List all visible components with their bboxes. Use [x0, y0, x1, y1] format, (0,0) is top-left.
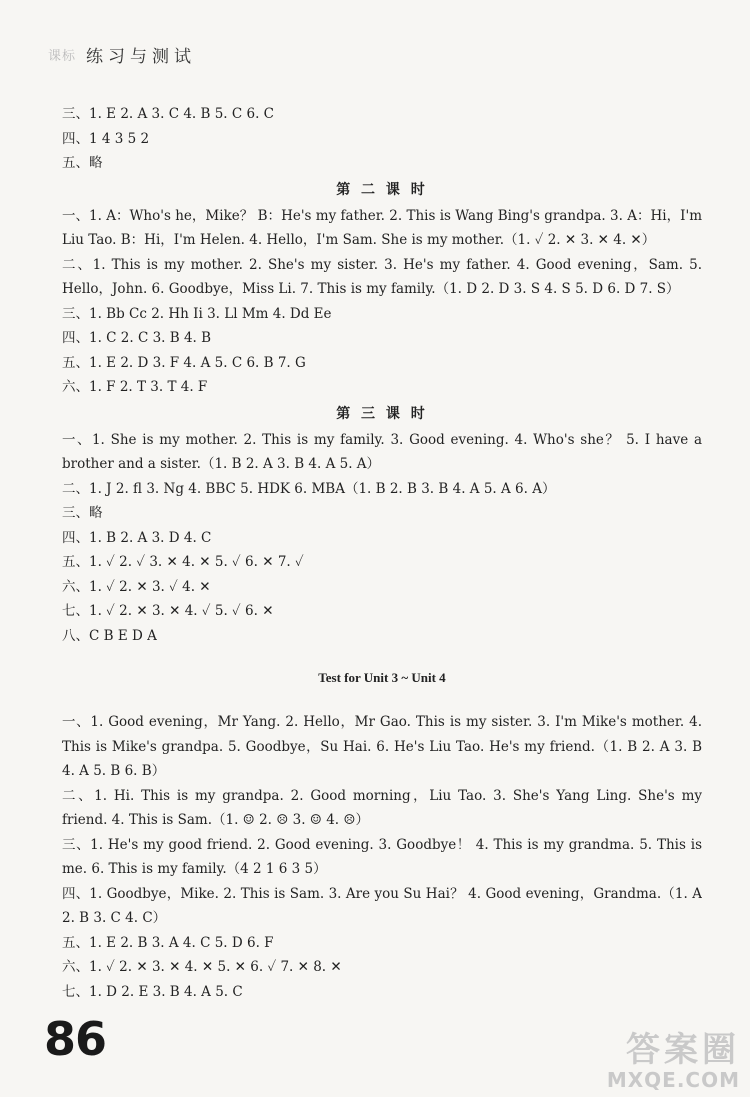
answer-content [62, 102, 702, 1004]
answer-line: 三、1. Bb Cc 2. Hh Ii 3. Ll Mm 4. Dd Ee [62, 305, 332, 322]
lesson-3-title: 第 三 课 时 [336, 405, 428, 422]
answer-line: 八、C B E D A [62, 627, 157, 644]
header-mark: 课标 [48, 49, 77, 64]
answer-line: 一、1. Good evening，Mr Yang. 2. Hello，Mr Gao. This is my sister. 3. I'm Mike's mother. 4. This is Mike's grandpa. 5. Goodbye，Su Hai. 6. He's Liu Tao. He's my friend.（1. B 2. A 3. B 4. A 5. B 6. B） [62, 714, 702, 779]
answer-line: 四、1. C 2. C 3. B 4. B [62, 330, 212, 346]
answer-line: 六、1. ✓ 2. ✕ 3. ✕ 4. ✕ 5. ✕ 6. ✓ 7. ✕ 8. ✕ [62, 959, 342, 975]
answer-line: 五、1. E 2. D 3. F 4. A 5. C 6. B 7. G [62, 354, 306, 371]
answer-line: 一、1. She is my mother. 2. This is my family. 3. Good evening. 4. Who's she？ 5. I have a brother and a sister.（1. B 2. A 3. B 4. A 5. A） [62, 431, 702, 472]
watermark-logo: 答案圈 [626, 1030, 740, 1070]
page-number: 86 [44, 1012, 107, 1066]
answer-line: 二、1. Hi. This is my grandpa. 2. Good morning，Liu Tao. 3. She's Yang Ling. She's my friend. 4. This is Sam.（1. ☺ 2. ☹ 3. ☺ 4. ☹） [62, 787, 702, 828]
answer-line: 四、1. Goodbye，Mike. 2. This is Sam. 3. Are you Su Hai？ 4. Good evening，Grandma.（1. A 2. B 3. C 4. C） [62, 885, 702, 926]
answer-line: 四、1. B 2. A 3. D 4. C [62, 529, 212, 546]
answer-line: 五、1. E 2. B 3. A 4. C 5. D 6. F [62, 934, 274, 951]
lesson-2-title: 第 二 课 时 [336, 181, 428, 198]
answer-line: 四、1 4 3 5 2 [62, 130, 150, 147]
answer-line: 三、略 [62, 505, 103, 521]
answer-line: 七、1. ✓ 2. ✕ 3. ✕ 4. ✓ 5. ✓ 6. ✕ [62, 603, 274, 619]
answer-line: 五、1. ✓ 2. ✓ 3. ✕ 4. ✕ 5. ✓ 6. ✕ 7. ✓ [62, 554, 304, 570]
watermark [607, 1031, 740, 1091]
watermark-url: MXQE.COM [606, 1068, 740, 1092]
answer-line: 六、1. ✓ 2. ✕ 3. ✓ 4. ✕ [62, 578, 211, 595]
test-title: Test for Unit 3 ~ Unit 4 [318, 670, 446, 685]
header-title: 练习与测试 [86, 47, 197, 67]
answer-line: 三、1. He's my good friend. 2. Good evening. 3. Goodbye！ 4. This is my grandma. 5. This is me. 6. This is my family.（4 2 1 6 3 5） [62, 836, 702, 877]
answer-line: 五、略 [62, 155, 103, 171]
answer-line: 三、1. E 2. A 3. C 4. B 5. C 6. C [62, 106, 274, 122]
answer-line: 六、1. F 2. T 3. T 4. F [62, 379, 208, 395]
answer-line: 一、1. A：Who's he，Mike？ B：He's my father. 2. This is Wang Bing's grandpa. 3. A：Hi，I'm Liu Tao. B：Hi，I'm Helen. 4. Hello，I'm Sam. She is my mother.（1. ✓ 2. ✕ 3. ✕ 4. ✕） [62, 207, 702, 248]
answer-line: 七、1. D 2. E 3. B 4. A 5. C [62, 983, 243, 1000]
answer-line: 二、1. This is my mother. 2. She's my sister. 3. He's my father. 4. Good evening，Sam. 5. Hello，John. 6. Goodbye，Miss Li. 7. This is my family.（1. D 2. D 3. S 4. S 5. D 6. D 7. S） [62, 256, 702, 297]
page-header [48, 42, 196, 67]
answer-line: 二、1. J 2. fl 3. Ng 4. BBC 5. HDK 6. MBA（1. B 2. B 3. B 4. A 5. A 6. A） [62, 480, 556, 497]
